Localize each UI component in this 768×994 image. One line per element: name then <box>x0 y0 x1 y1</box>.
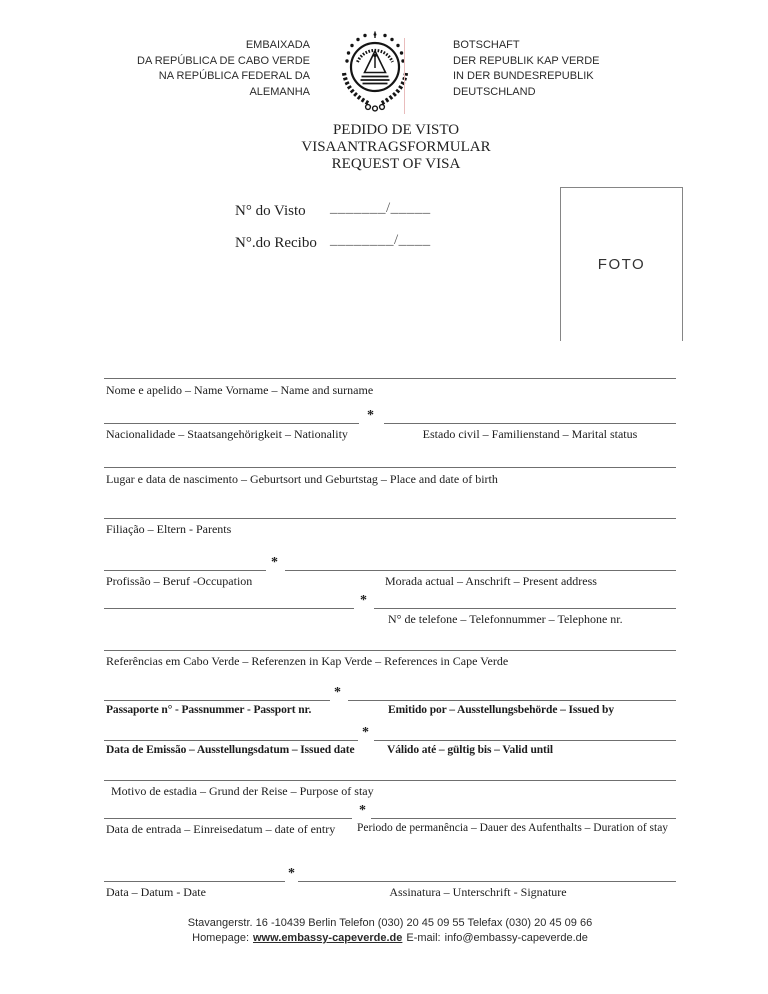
date-field-line <box>104 881 285 882</box>
asterisk-separator: * <box>334 685 341 700</box>
visa-number-label: N° do Visto <box>235 203 306 219</box>
duration-field-line <box>371 818 676 819</box>
header-line: EMBAIXADA <box>245 39 310 51</box>
address-field-line <box>285 570 676 571</box>
address-label: Morada actual – Anschrift – Present address <box>385 574 597 588</box>
embassy-name-german <box>453 38 693 100</box>
footer-address-line: Stavangerstr. 16 -10439 Berlin Telefon (030) 20 45 09 55 Telefax (030) 20 45 09 66 <box>187 917 593 929</box>
name-label: Nome e apelido – Name Vorname – Name and surname <box>106 383 374 397</box>
issued-by-label: Emitido por – Ausstellungsbehörde – Issued by <box>388 704 614 716</box>
entry-date-label: Data de entrada – Einreisedatum – date of entry <box>106 822 336 836</box>
references-field-line <box>104 650 676 651</box>
photo-box <box>560 187 683 341</box>
birth-field-line <box>104 467 676 468</box>
valid-until-field-line <box>374 740 676 741</box>
title-german: VISAANTRAGSFORMULAR <box>301 139 491 155</box>
issue-date-label: Data de Emissão – Ausstellungsdatum – Issued date <box>106 744 355 756</box>
footer-links-line <box>0 931 768 946</box>
receipt-number-label: N°.do Recibo <box>235 235 317 251</box>
asterisk-separator: * <box>271 555 278 570</box>
header-line: IN DER BUNDESREPUBLIK <box>453 70 594 82</box>
photo-box-label: FOTO <box>597 256 646 273</box>
birth-label: Lugar e data de nascimento – Geburtsort und Geburtstag – Place and date of birth <box>106 472 498 486</box>
email-label: E-mail: <box>406 932 441 944</box>
occupation-label: Profissão – Beruf -Occupation <box>106 574 253 588</box>
header-line: ALEMANHA <box>249 85 310 98</box>
title-english: REQUEST OF VISA <box>331 156 461 172</box>
telephone-label: N° de telefone – Telefonnummer – Telephone nr. <box>388 612 623 626</box>
scan-artifact-divider <box>404 38 405 114</box>
homepage-url: www.embassy-capeverde.de <box>253 932 403 944</box>
marital-label: Estado civil – Familienstand – Marital status <box>422 427 638 441</box>
marital-field-line <box>384 423 676 424</box>
issued-by-field-line <box>348 700 676 701</box>
asterisk-separator: * <box>367 408 374 423</box>
form-title <box>12 122 768 173</box>
header-line: BOTSCHAFT <box>453 39 520 51</box>
references-label: Referências em Cabo Verde – Referenzen in Kap Verde – References in Cape Verde <box>106 654 509 668</box>
embassy-name-portuguese <box>86 38 310 100</box>
receipt-number-field: ________/____ <box>330 232 431 248</box>
parents-field-line <box>104 518 676 519</box>
asterisk-separator: * <box>360 593 367 608</box>
signature-field-line <box>298 881 676 882</box>
header-line: DER REPUBLIK KAP VERDE <box>453 54 600 67</box>
cape-verde-coat-of-arms-icon <box>337 31 413 113</box>
title-portuguese: PEDIDO DE VISTO <box>332 122 460 138</box>
valid-until-label: Válido até – gültig bis – Valid until <box>387 744 553 756</box>
asterisk-separator: * <box>362 725 369 740</box>
passport-label: Passaporte n° - Passnummer - Passport nr. <box>106 704 312 716</box>
asterisk-separator: * <box>359 803 366 818</box>
signature-label: Assinatura – Unterschrift - Signature <box>389 885 567 899</box>
date-label: Data – Datum - Date <box>106 885 206 899</box>
entry-date-field-line <box>104 818 352 819</box>
issue-date-field-line <box>104 740 358 741</box>
blank-field-line <box>104 608 354 609</box>
homepage-label: Homepage: <box>192 932 249 944</box>
telephone-field-line <box>374 608 676 609</box>
header-line: DEUTSCHLAND <box>453 85 536 98</box>
name-field-line <box>104 378 676 379</box>
purpose-field-line <box>104 780 676 781</box>
header-line: NA REPÚBLICA FEDERAL DA <box>158 70 310 82</box>
occupation-field-line <box>104 570 266 571</box>
embassy-contact-footer <box>0 916 768 946</box>
nationality-label: Nacionalidade – Staatsangehörigkeit – Nationality <box>106 427 348 441</box>
header-line: DA REPÚBLICA DE CABO VERDE <box>137 54 310 67</box>
passport-field-line <box>104 700 330 701</box>
purpose-label: Motivo de estadia – Grund der Reise – Purpose of stay <box>111 784 374 798</box>
parents-label: Filiação – Eltern - Parents <box>106 522 232 536</box>
nationality-field-line <box>104 423 359 424</box>
duration-label: Periodo de permanência – Dauer des Aufenthalts – Duration of stay <box>357 822 669 834</box>
email-address: info@embassy-capeverde.de <box>444 932 588 944</box>
asterisk-separator: * <box>288 866 295 881</box>
visa-number-field: _______/_____ <box>330 200 431 216</box>
